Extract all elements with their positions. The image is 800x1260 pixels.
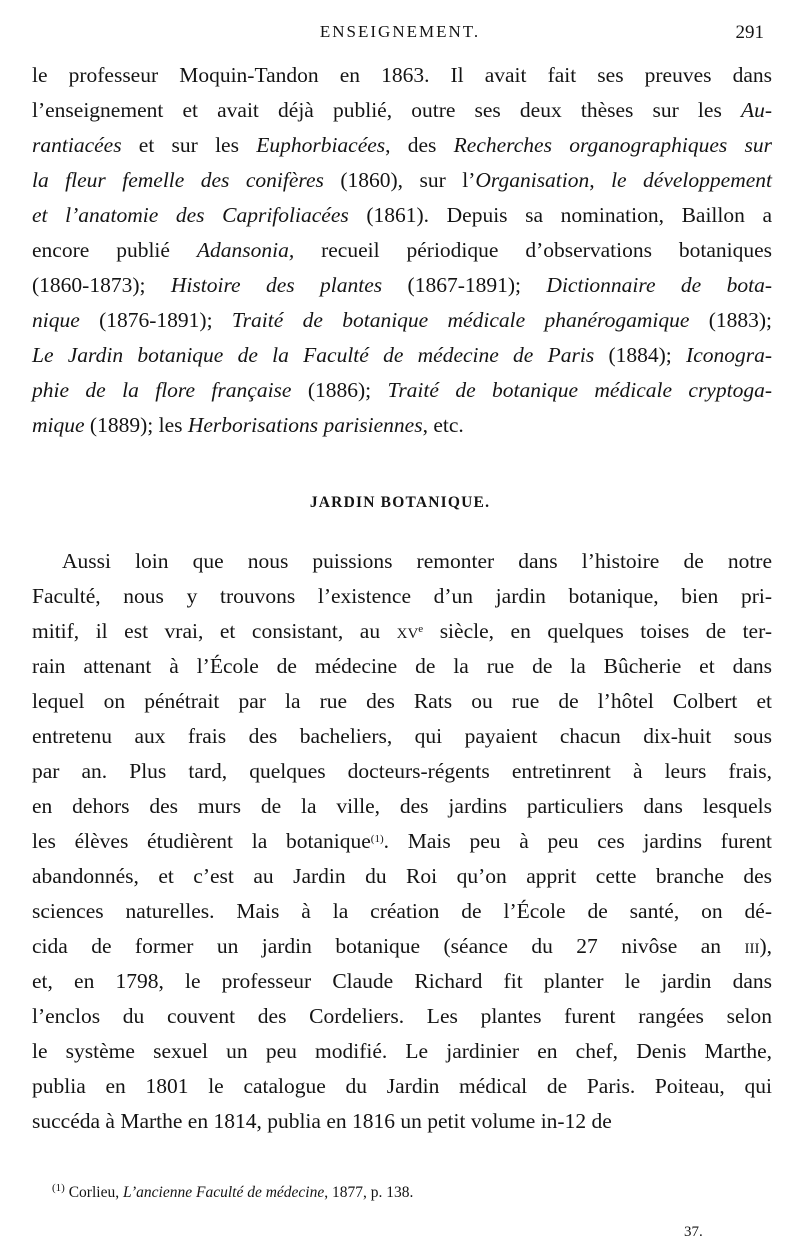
text-line [32, 826, 772, 856]
superscript: e [418, 623, 424, 635]
text-line [32, 95, 772, 125]
text-run: et sur les [121, 133, 257, 157]
italic-text: mique [32, 413, 85, 437]
text-line [32, 896, 772, 926]
text-run: Aussi loin que nous puissions remonter dans l’histoire de notre [62, 549, 772, 573]
italic-text: nique [32, 308, 80, 332]
text-line [32, 1071, 772, 1101]
text-run: Corlieu, [64, 1184, 123, 1201]
text-line [32, 966, 772, 996]
text-line [32, 305, 772, 335]
text-run: rain attenant à l’École de médecine de la rue de la Bûcherie et dans [32, 654, 772, 678]
text-run: encore publié [32, 238, 197, 262]
text-run: l’enclos du couvent des Cordeliers. Les plantes furent rangées selon [32, 1004, 772, 1028]
italic-text: Traité de botanique médicale phanérogamique [231, 308, 690, 332]
italic-text: Organisation, le développement [475, 168, 772, 192]
text-run: (1861). Depuis sa nomination, Baillon a [348, 203, 773, 227]
text-run: (1860-1873); [32, 273, 171, 297]
text-line [32, 340, 772, 370]
text-line [62, 546, 772, 576]
text-run: le professeur Moquin-Tandon en 1863. Il avait fait ses preuves dans [32, 63, 772, 87]
superscript: (1) [52, 1182, 65, 1194]
text-line [32, 791, 772, 821]
text-run: , etc. [422, 413, 464, 437]
text-run: (1889); les [84, 413, 188, 437]
text-run: ), [759, 934, 772, 958]
text-line [32, 616, 772, 646]
text-line [32, 686, 772, 716]
text-run: lequel on pénétrait par la rue des Rats ou rue de l’hôtel Colbert et [32, 689, 772, 713]
text-run: iii [744, 934, 760, 958]
text-run: en dehors des murs de la ville, des jardins particuliers dans lesquels [32, 794, 772, 818]
page-number: 291 [735, 22, 764, 43]
text-line [32, 931, 772, 961]
text-line [32, 581, 772, 611]
superscript: (1) [370, 833, 384, 845]
italic-text: la fleur femelle des conifères [32, 168, 324, 192]
italic-text: Herborisations parisiennes [187, 413, 423, 437]
text-line [32, 60, 772, 90]
text-line [32, 375, 772, 405]
text-run: (1860), sur l’ [323, 168, 476, 192]
italic-text: Recherches organographiques sur [453, 133, 772, 157]
running-head [0, 20, 800, 50]
text-run: (1867-1891); [382, 273, 547, 297]
text-line [32, 756, 772, 786]
text-run: siècle, en quelques toises de ter- [423, 619, 772, 643]
italic-text: Dictionnaire de bota- [546, 273, 772, 297]
italic-text: rantiacées [32, 133, 122, 157]
italic-text: Traité de botanique médicale cryptoga- [387, 378, 772, 402]
text-line [32, 130, 772, 160]
section-heading: JARDIN BOTANIQUE. [309, 494, 491, 511]
text-run: le système sexuel un peu modifié. Le jardinier en chef, Denis Marthe, [32, 1039, 772, 1063]
text-run: publia en 1801 le catalogue du Jardin médical de Paris. Poiteau, qui [32, 1074, 772, 1098]
signature-mark: 37. [684, 1224, 703, 1240]
text-line [32, 200, 772, 230]
italic-text: Au- [740, 98, 772, 122]
text-run: , 1877, p. 138. [324, 1184, 414, 1201]
text-run: (1883); [689, 308, 772, 332]
text-run: . Mais peu à peu ces jardins furent [383, 829, 773, 853]
text-run: sciences naturelles. Mais à la création de l’École de santé, on dé- [32, 899, 772, 923]
italic-text: Adansonia, [196, 238, 295, 262]
text-run: abandonnés, et c’est au Jardin du Roi qu’on apprit cette branche des [32, 864, 772, 888]
text-run: l’enseignement et avait déjà publié, outre ses deux thèses sur les [32, 98, 741, 122]
text-run: et, en 1798, le professeur Claude Richard fit planter le jardin dans [32, 969, 772, 993]
text-line [32, 1106, 772, 1136]
text-run: par an. Plus tard, quelques docteurs-régents entretinrent à leurs frais, [32, 759, 772, 783]
italic-text: Le Jardin botanique de la Faculté de médecine de Paris [32, 343, 595, 367]
text-run: , des [385, 133, 454, 157]
text-line [32, 165, 772, 195]
footnote [52, 1184, 413, 1202]
text-run: cida de former un jardin botanique (séance du 27 nivôse an [32, 934, 745, 958]
text-line [32, 270, 772, 300]
text-run: mitif, il est vrai, et consistant, au [32, 619, 397, 643]
text-run: (1886); [291, 378, 388, 402]
italic-text: Iconogra- [686, 343, 773, 367]
text-run: les élèves étudièrent la botanique [32, 829, 371, 853]
italic-text: Euphorbiacées [256, 133, 386, 157]
text-line [32, 410, 772, 440]
text-line [32, 651, 772, 681]
text-run: (1884); [594, 343, 687, 367]
text-run: entretenu aux frais des bacheliers, qui payaient chacun dix-huit sous [32, 724, 772, 748]
text-run: succéda à Marthe en 1814, publia en 1816 un petit volume in-12 de [32, 1109, 612, 1133]
italic-text: et l’anatomie des Caprifoliacées [32, 203, 349, 227]
text-line [32, 721, 772, 751]
text-line [32, 861, 772, 891]
italic-text: phie de la flore française [32, 378, 292, 402]
text-line [32, 235, 772, 265]
text-run: recueil périodique d’observations botaniques [294, 238, 772, 262]
italic-text: Histoire des plantes [170, 273, 383, 297]
text-run: Faculté, nous y trouvons l’existence d’un jardin botanique, bien pri- [32, 584, 772, 608]
text-run: xv [396, 619, 419, 643]
text-line [32, 1036, 772, 1066]
running-title: ENSEIGNEMENT. [319, 22, 481, 41]
text-run: (1876-1891); [79, 308, 232, 332]
text-line [32, 1001, 772, 1031]
italic-text: L’ancienne Faculté de médecine [122, 1184, 325, 1201]
